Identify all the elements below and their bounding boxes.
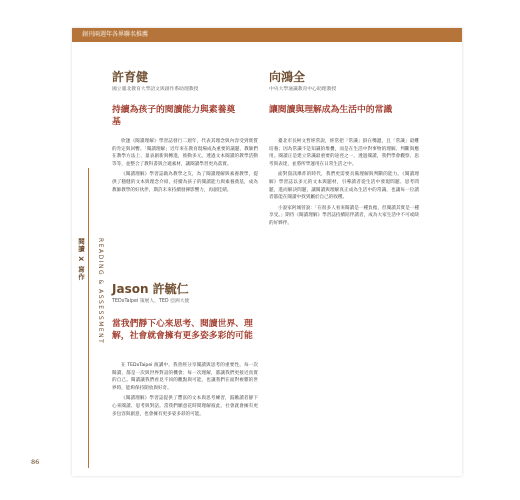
- author-body-1: [112, 138, 258, 258]
- side-section-title: 閱讀 X 寫作: [77, 238, 85, 281]
- author-title-2: 中央大學通識教育中心助理教授: [269, 87, 337, 92]
- side-divider: [88, 168, 89, 468]
- author-heading-3: 當我們靜下心來思考、閱讀世界、理解，社會就會擁有更多姿多彩的可能: [112, 319, 253, 341]
- paragraph: 《閱讀理解》學習誌做為教學之友，為了閱讀理解與素養教學，提供了穩健的文本與理念介紹，持續為孩子的閱讀能力與素養奠基，成為教師教學的好伙伴，期許未來持續發揮影響力，再創佳績。: [112, 172, 258, 193]
- author-title-1: 國立臺北教育大學語文與創作系助理教授: [112, 87, 199, 92]
- author-body-2: [269, 138, 419, 468]
- author-name-1: 許育健: [112, 70, 149, 84]
- author-title-3: TEDxTaipei 策展人、TED 亞洲大使: [112, 299, 190, 304]
- magazine-page: [72, 28, 462, 476]
- paragraph: 面對資訊爆炸的時代，我們更需要具備理解與判斷的能力。《閱讀理解》學習誌以多元的文本與題材，引導讀者從生活中發現問題、思考問題，進而解決問題，讓閱讀與理解真正成為生活中的常識，也讓每一位讀者都能在閱讀中找到屬於自己的收穫。: [269, 172, 419, 201]
- paragraph: 小說家阿城曾說：「在很多人看來閱讀是一種負擔，但閱讀其實是一種享受。」期待《閱讀理解》學習誌持續陪伴讀者，成為大家生活中不可或缺的好夥伴。: [269, 205, 419, 226]
- page-header: 創刊兩週年各界聯名推薦: [72, 28, 462, 42]
- paragraph: 臺北市長柯文哲經常說，經常把「常識」掛在嘴邊，且「常識」最難培養；因為常識不是知識的堆疊，而是在生活中對事物的理解、判斷與應用。閱讀正是建立常識最重要的途徑之一，透過閱讀，我們學會觀察、思考與表達，並將所學運用在日常生活之中。: [269, 139, 419, 167]
- author-body-3: [112, 362, 258, 462]
- paragraph: 《閱讀理解》學習誌提供了豐富的文本與思考練習，鼓勵讀者靜下心來閱讀、思考與對話。當我們願意花時間理解彼此，社會就會擁有更多包容與創意，也會擁有更多姿多彩的可能。: [112, 396, 258, 417]
- author-name-3: Jason 許毓仁: [112, 282, 189, 296]
- paragraph: 在 TEDxTaipei 演講中，我曾經分享閱讀與思考的重要性。每一次閱讀，都是一次與世界對話的機會；每一次理解，都讓我們更接近真實的自己。閱讀讓我們看見不同的觀點與可能，也讓我們在面對複雜的世界時，能夠保持開放與好奇。: [112, 363, 258, 391]
- side-section-subtitle: READING & ASSESSMENT: [97, 238, 104, 345]
- page-number: 86: [31, 458, 40, 466]
- paragraph: 欣逢《閱讀理解》學習誌發行二週年，代表其理念與內容受到實質的肯定與回響。「閱讀理解」近年來在教育現場成為重要的議題，教師們在教學方法上、量表創新與轉進，推動多元、透過文本閱讀的教學活動等等，並整合了教科書與合適素材，讓閱讀學習更為落實。: [112, 139, 258, 167]
- author-name-2: 向鴻全: [269, 70, 306, 84]
- author-heading-2: 讓閱讀與理解成為生活中的常識: [269, 105, 393, 115]
- author-heading-1: 持續為孩子的閱讀能力與素養奠基: [112, 105, 236, 127]
